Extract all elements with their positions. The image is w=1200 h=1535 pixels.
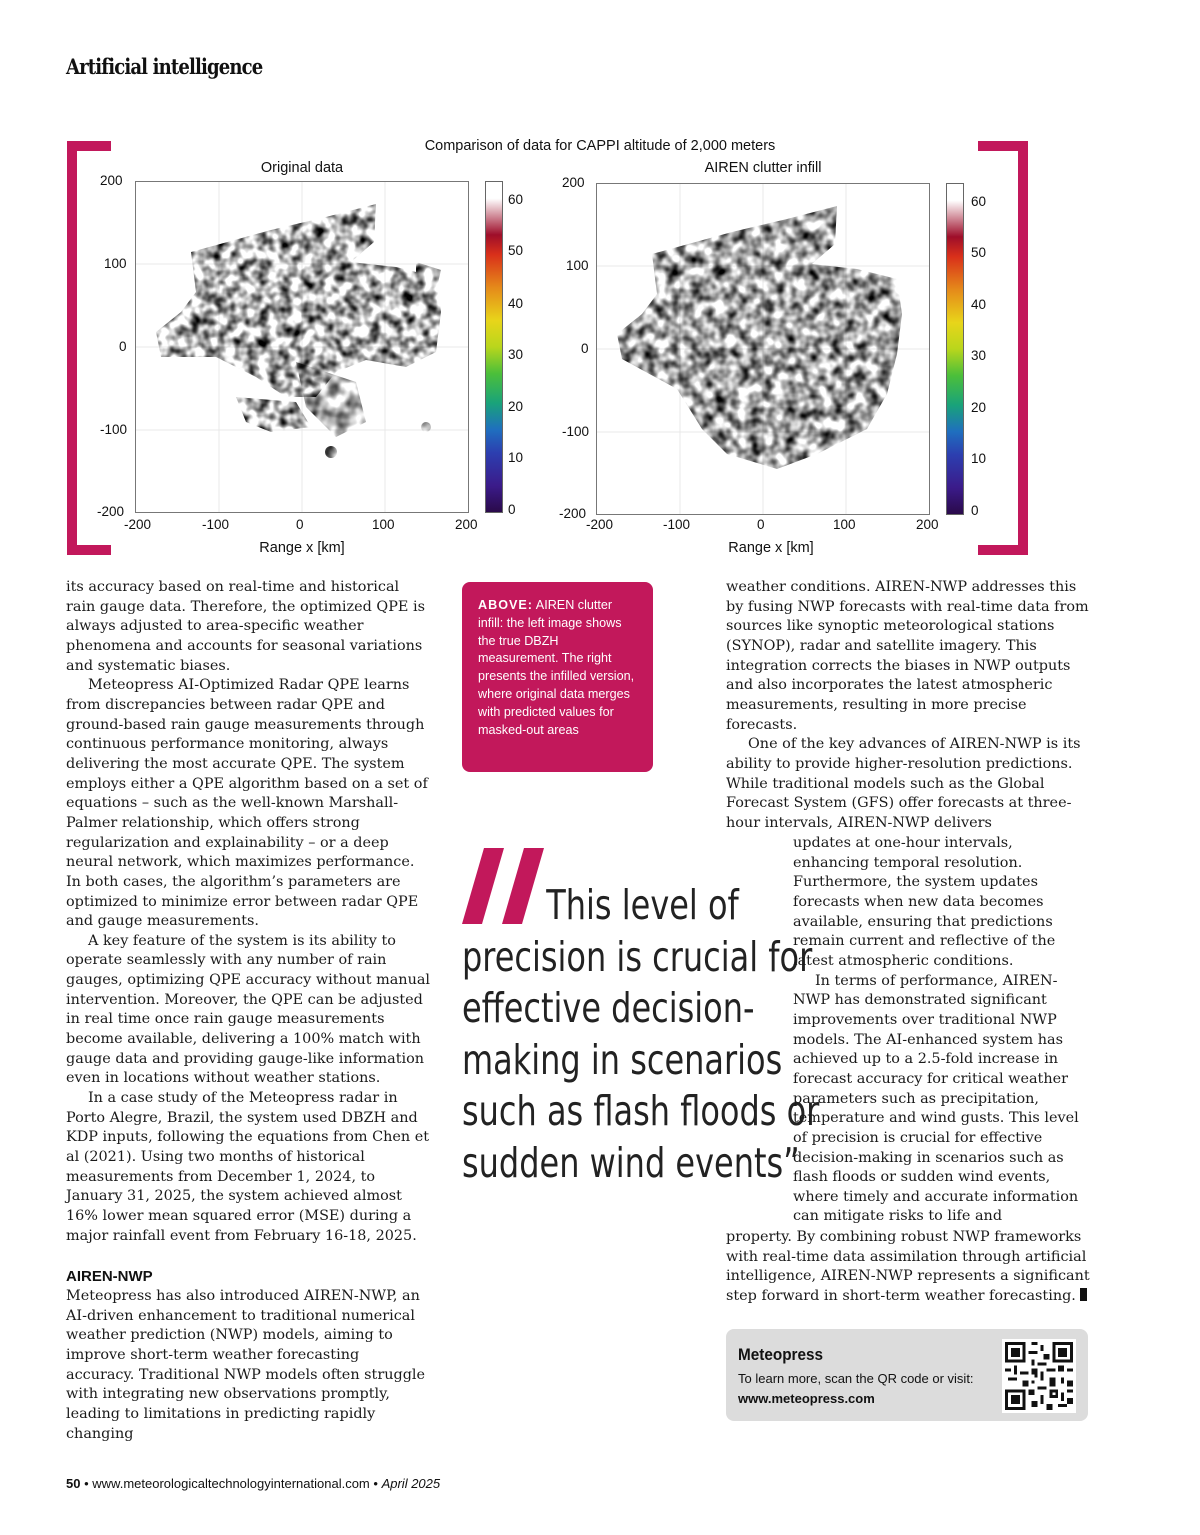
right-cbar-tick: 50 bbox=[971, 245, 987, 260]
right-xlabel: Range x [km] bbox=[728, 540, 814, 556]
pull-quote-line: effective decision- bbox=[462, 984, 755, 1032]
right-radar-svg bbox=[597, 184, 929, 514]
left-ytick: 200 bbox=[100, 173, 123, 188]
page-footer bbox=[66, 1476, 440, 1491]
body-paragraph: weather conditions. AIREN-NWP addresses this by fusing NWP forecasts with real-time data from sources like synoptic meteorological stations (SYNOP), radar and satellite imagery. This integration corrects the biases in NWP outputs and also incorporates the latest atmospheric measurements, resulting in more precise forecasts. bbox=[726, 579, 1089, 733]
left-column-continued bbox=[66, 1287, 431, 1444]
right-column-end bbox=[726, 1228, 1091, 1307]
pull-quote-line: such as flash floods or bbox=[462, 1087, 820, 1135]
left-scattered-echoes bbox=[296, 362, 431, 458]
right-colorbar bbox=[946, 183, 964, 515]
left-radar-plot bbox=[135, 181, 469, 513]
left-colorbar bbox=[485, 181, 503, 513]
caption-text: AIREN clutter infill: the left image shows the true DBZH measurement. The right presents the infilled version, where original data merges with predicted values for masked-out areas bbox=[478, 598, 635, 737]
body-paragraph: In a case study of the Meteopress radar in Porto Alegre, Brazil, the system used DBZH and KDP inputs, following the equations from Chen et al (2021). Using two months of historical measurements from December 1, 2024, to January 31, 2025, the system achieved almost 16% lower mean squared error (MSE) during a major rainfall event from February 16-18, 2025. bbox=[66, 1090, 430, 1244]
pull-quote-line: precision is crucial for bbox=[462, 932, 813, 981]
right-echo-cluster bbox=[617, 206, 902, 469]
promo-text bbox=[738, 1369, 974, 1409]
left-xtick: 200 bbox=[455, 517, 478, 532]
left-ytick: 0 bbox=[119, 339, 127, 354]
right-ytick: 200 bbox=[562, 175, 585, 190]
right-xtick: 0 bbox=[757, 517, 765, 532]
qr-code-icon[interactable] bbox=[1002, 1339, 1076, 1413]
figure-caption-box bbox=[462, 582, 653, 772]
right-panel-title: AIREN clutter infill bbox=[704, 160, 822, 176]
caption-lead: ABOVE: bbox=[478, 598, 533, 612]
body-paragraph: Meteopress has also introduced AIREN-NWP, an AI-driven enhancement to traditional numerical weather prediction (NWP) models, aiming to improve short-term weather forecasting accuracy. Traditional NWP models often struggle with integrating new observations promptly, leading to limitations in predicting rapidly changing bbox=[66, 1288, 426, 1442]
body-paragraph: its accuracy based on real-time and historical rain gauge data. Therefore, the optimized QPE is always adjusted to area-specific weather phenomena and accounts for seasonal variations and systematic biases. bbox=[66, 579, 425, 674]
left-cbar-tick: 30 bbox=[508, 347, 524, 362]
right-cbar-tick: 30 bbox=[971, 348, 987, 363]
right-cbar-tick: 20 bbox=[971, 400, 987, 415]
pull-quote-line: making in scenarios bbox=[462, 1035, 783, 1084]
left-cbar-tick: 60 bbox=[508, 192, 524, 207]
right-column-inset bbox=[793, 834, 1093, 1227]
left-radar-svg bbox=[136, 182, 468, 512]
body-paragraph bbox=[726, 1228, 1091, 1307]
body-paragraph: updates at one-hour intervals, enhancing temporal resolution. Furthermore, the system updates forecasts when new data becomes available, ensuring that predictions remain current and reflective of the latest atmospheric conditions. bbox=[793, 835, 1056, 969]
left-xtick: 100 bbox=[372, 517, 395, 532]
section-label: Artificial intelligence bbox=[66, 54, 263, 79]
pull-quote bbox=[462, 880, 820, 1189]
left-column bbox=[66, 578, 431, 1246]
left-xtick: -200 bbox=[124, 517, 152, 532]
right-xtick: 100 bbox=[833, 517, 856, 532]
left-cbar-tick: 10 bbox=[508, 450, 524, 465]
right-cbar-tick: 10 bbox=[971, 451, 987, 466]
left-xtick: 0 bbox=[296, 517, 304, 532]
figure-caption bbox=[478, 597, 637, 739]
body-paragraph: Meteopress AI-Optimized Radar QPE learns from discrepancies between radar QPE and ground-based rain gauge measurements through continuous performance monitoring, always delivering the most accurate QPE. The system employs either a QPE algorithm based on a set of equations – such as the well-known Marshall-Palmer relationship, which offers strong regularization and explainability – or a deep neural network, which maximizes performance. In both cases, the algorithm’s parameters are optimized to minimize error between radar QPE and gauge measurements. bbox=[66, 677, 428, 930]
left-ytick: -200 bbox=[97, 504, 125, 519]
right-cbar-tick: 0 bbox=[971, 503, 979, 518]
promo-line: To learn more, scan the QR code or visit: bbox=[738, 1371, 974, 1386]
right-radar-plot bbox=[596, 183, 930, 515]
body-paragraph: A key feature of the system is its ability to operate seamlessly with any number of rain gauges, optimizing QPE accuracy without manual intervention. Moreover, the QPE can be adjusted in real time once rain gauge measurements become available, delivering a 100% match with gauge data and providing gauge-like information even in locations without weather stations. bbox=[66, 932, 431, 1087]
left-xlabel: Range x [km] bbox=[259, 540, 345, 556]
right-xtick: -200 bbox=[586, 517, 614, 532]
left-ytick: -100 bbox=[100, 422, 128, 437]
issue-date: April 2025 bbox=[381, 1476, 441, 1491]
right-xtick: -100 bbox=[663, 517, 691, 532]
left-cbar-tick: 0 bbox=[508, 502, 516, 517]
right-column bbox=[726, 578, 1091, 834]
right-ytick: 100 bbox=[566, 258, 589, 273]
footer-separator: • bbox=[373, 1476, 378, 1491]
body-paragraph-text: property. By combining robust NWP frameworks with real-time data assimilation through artificial intelligence, AIREN-NWP represents a significant step forward in short-term weather forecasting. bbox=[726, 1229, 1090, 1304]
left-xtick: -100 bbox=[202, 517, 230, 532]
promo-box bbox=[726, 1329, 1088, 1421]
footer-website[interactable]: www.meteorologicaltechnologyinternational.com bbox=[92, 1476, 370, 1491]
pull-quote-line: sudden wind events” bbox=[462, 1138, 800, 1187]
body-paragraph: One of the key advances of AIREN-NWP is its ability to provide higher-resolution predictions. While traditional models such as the Global Forecast System (GFS) offer forecasts at three-hour intervals, AIREN-NWP delivers bbox=[726, 736, 1081, 831]
left-panel-title: Original data bbox=[260, 160, 344, 176]
right-ytick: -100 bbox=[562, 424, 590, 439]
figure-title: Comparison of data for CAPPI altitude of 2,000 meters bbox=[424, 138, 776, 154]
right-ytick: -200 bbox=[559, 506, 587, 521]
figure-bracket-left bbox=[67, 141, 111, 555]
right-cbar-tick: 60 bbox=[971, 194, 987, 209]
end-mark-icon bbox=[1080, 1288, 1087, 1301]
left-ytick: 100 bbox=[104, 256, 127, 271]
promo-url[interactable]: www.meteopress.com bbox=[738, 1391, 875, 1406]
right-ytick: 0 bbox=[581, 341, 589, 356]
left-cbar-tick: 50 bbox=[508, 243, 524, 258]
left-echo-cluster bbox=[156, 204, 441, 432]
footer-separator: • bbox=[84, 1476, 89, 1491]
left-cbar-tick: 20 bbox=[508, 399, 524, 414]
left-cbar-tick: 40 bbox=[508, 296, 524, 311]
subhead-airen-nwp: AIREN-NWP bbox=[66, 1268, 153, 1285]
right-cbar-tick: 40 bbox=[971, 297, 987, 312]
pull-quote-line: This level of bbox=[546, 881, 739, 929]
promo-company: Meteopress bbox=[738, 1345, 824, 1364]
right-xtick: 200 bbox=[916, 517, 939, 532]
page-number: 50 bbox=[66, 1476, 81, 1491]
body-paragraph: In terms of performance, AIREN-NWP has demonstrated significant improvements over traditional NWP models. The AI-enhanced system has achieved up to a 2.5-fold increase in forecast accuracy for critical weather parameters such as precipitation, temperature and wind gusts. This level of precision is crucial for effective decision-making in scenarios such as flash floods or sudden wind events, where timely and accurate information can mitigate risks to life and bbox=[793, 972, 1079, 1225]
